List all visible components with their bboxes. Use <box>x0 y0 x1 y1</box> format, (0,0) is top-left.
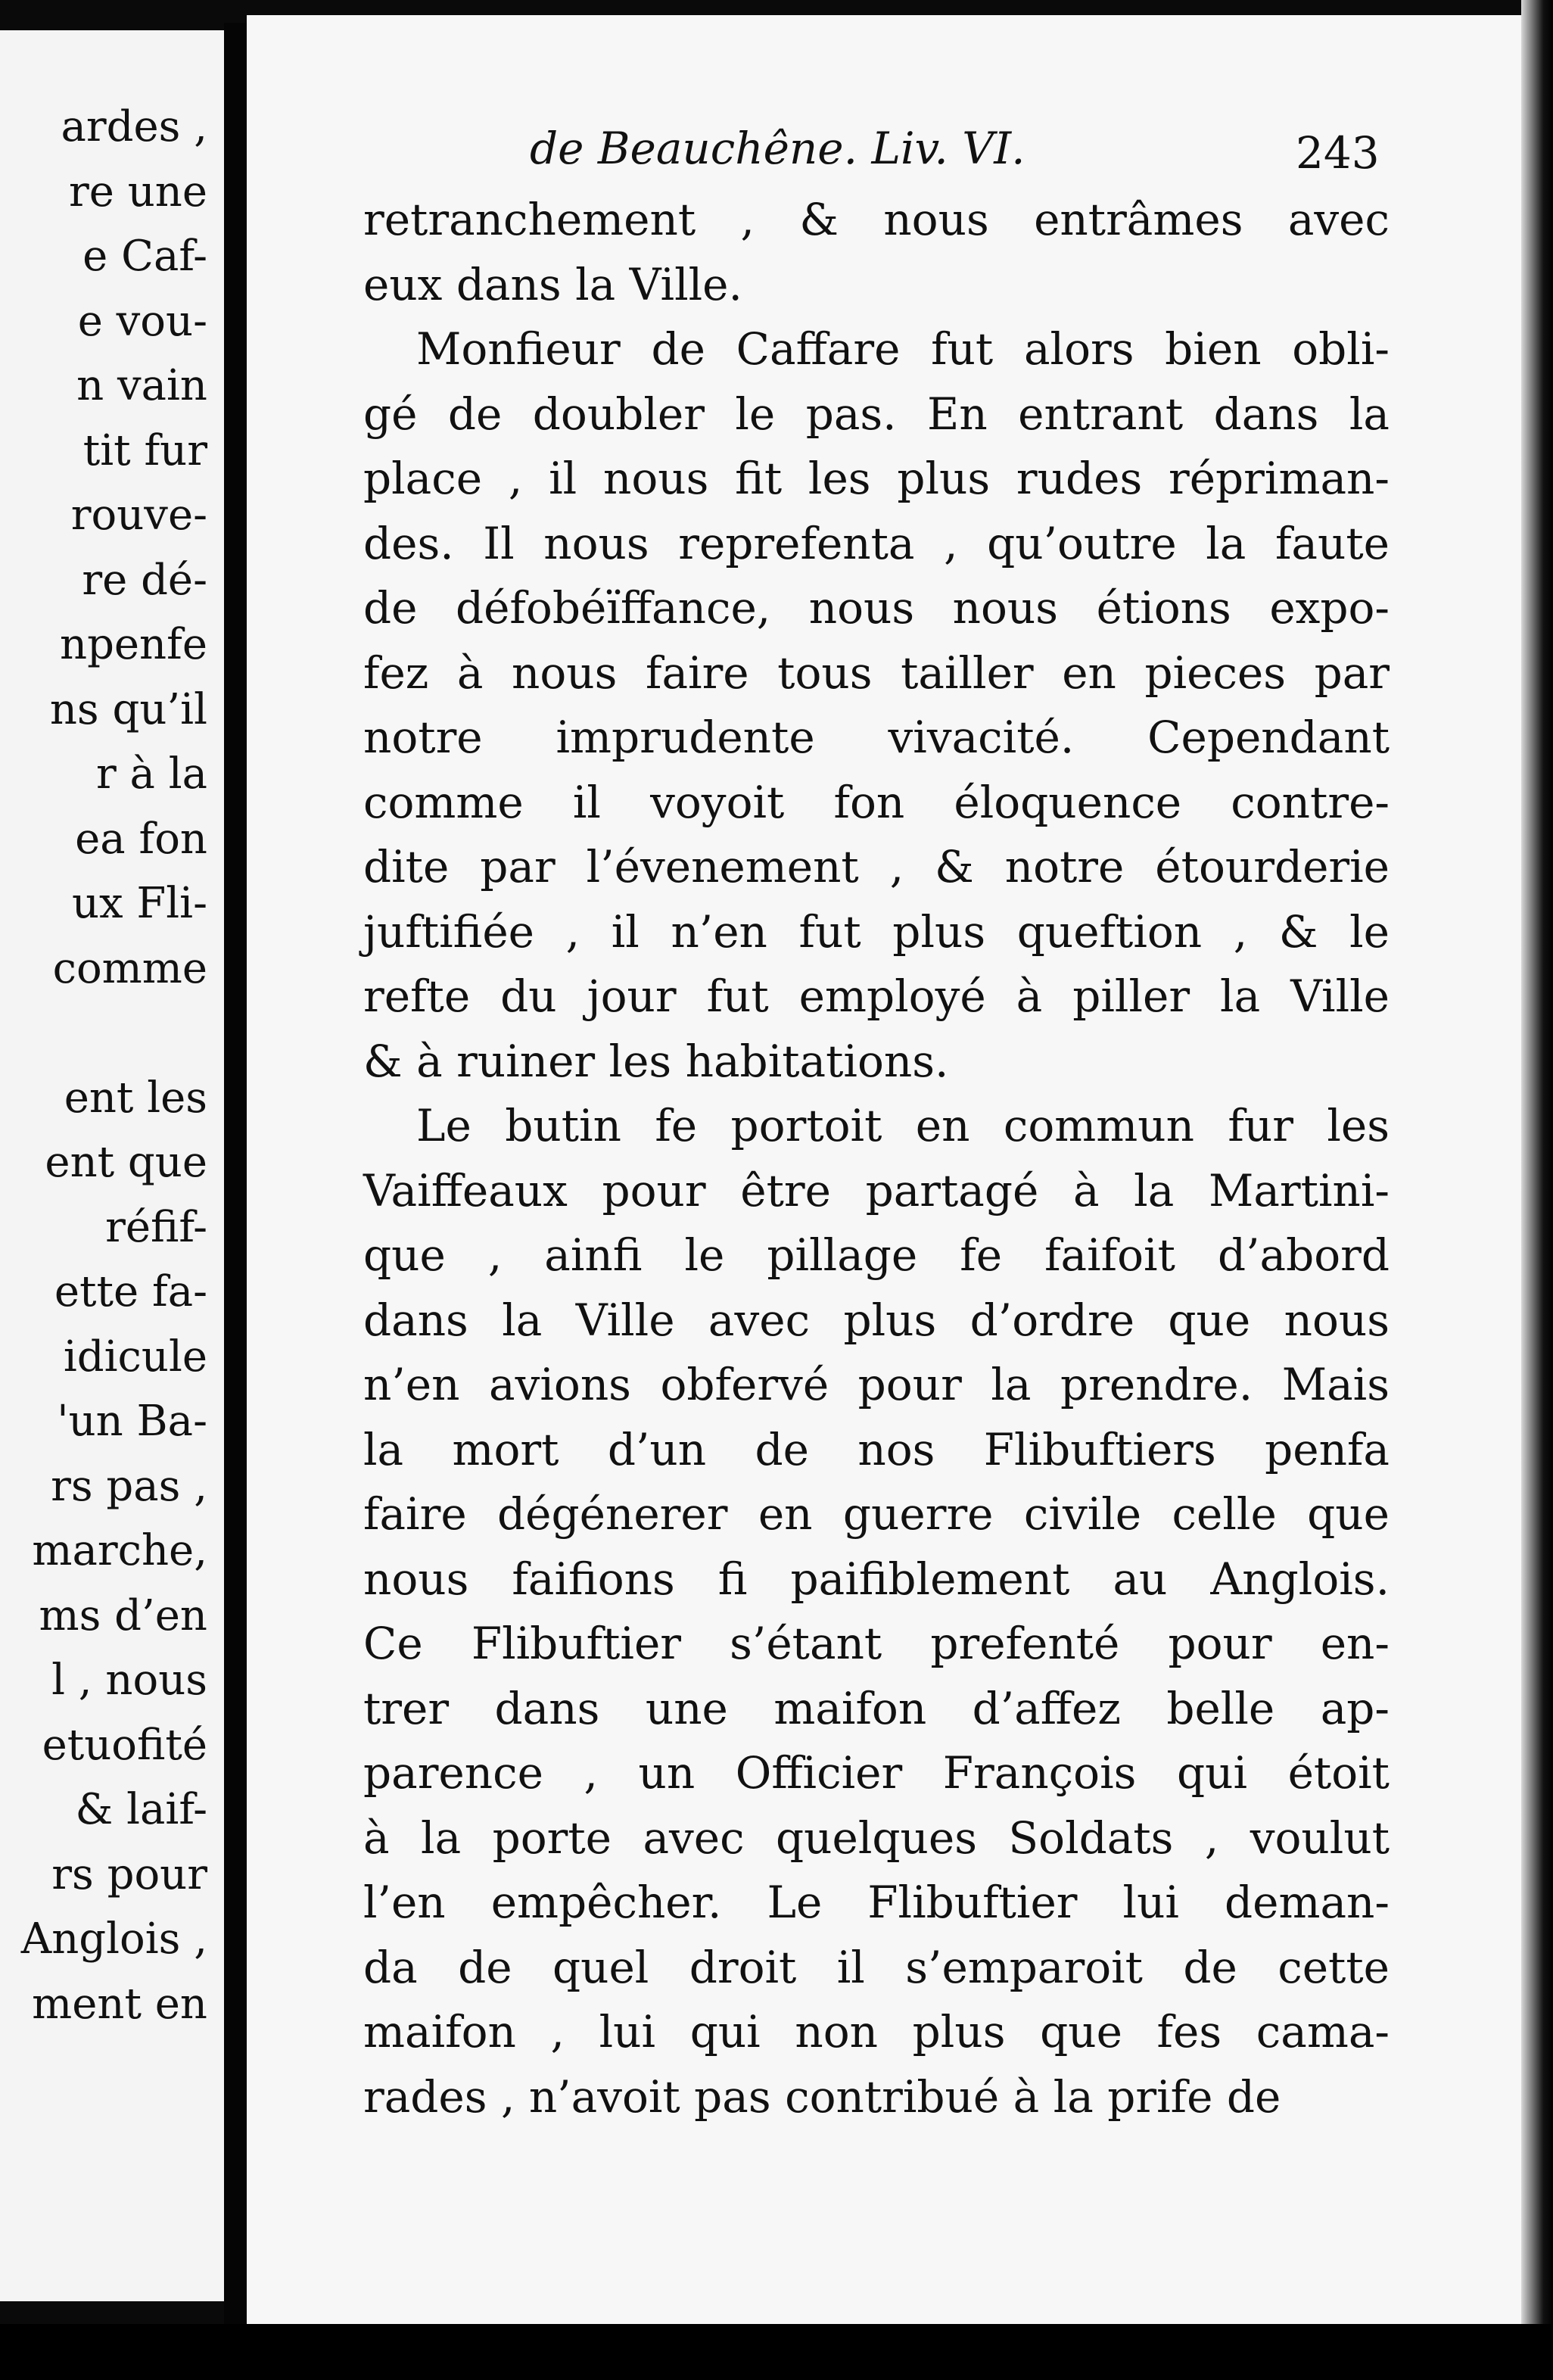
left-page-line: ment en <box>32 1979 207 2029</box>
text-line: place , il nous fit les plus rudes répriman- <box>363 453 1390 504</box>
text-line: Le butin fe portoit en commun fur les <box>416 1100 1390 1151</box>
left-page-line: etuofité <box>42 1720 207 1770</box>
left-page-line: ette fa- <box>54 1267 207 1316</box>
page-number: 243 <box>1296 127 1380 179</box>
text-line: faire dégénerer en guerre civile celle que <box>363 1488 1390 1540</box>
text-line: dans la Ville avec plus d’ordre que nous <box>363 1294 1390 1346</box>
text-line: la mort d’un de nos Flibuftiers penfa <box>363 1423 1390 1475</box>
text-line: Monfieur de Caffare fut alors bien obli- <box>416 323 1390 375</box>
text-line: parence , un Officier François qui étoit <box>363 1747 1390 1799</box>
left-page-line: ent les <box>64 1073 207 1123</box>
text-line: juftifiée , il n’en fut plus queftion , & le <box>363 905 1390 958</box>
text-line: maifon , lui qui non plus que fes cama- <box>363 2006 1390 2058</box>
paragraph <box>363 317 1390 1094</box>
left-page-line: ms d’en <box>39 1590 207 1640</box>
text-line: à la porte avec quelques Soldats , voulut <box>363 1811 1390 1864</box>
text-line: dite par l’évenement , & notre étourderie <box>363 841 1390 892</box>
text-line: n’en avions obfervé pour la prendre. Mais <box>363 1359 1390 1410</box>
text-line: notre imprudente vivacité. Cependant <box>363 712 1390 763</box>
text-line: refte du jour fut employé à piller la Ville <box>363 970 1390 1022</box>
text-line: nous faifions fi paifiblement au Anglois. <box>363 1553 1390 1605</box>
left-page-line: e vou- <box>77 296 207 346</box>
left-page-line: réfif- <box>105 1202 207 1252</box>
left-page-line: ardes , <box>61 102 207 151</box>
left-page-line: Anglois , <box>20 1914 207 1964</box>
left-page-line: ux Fli- <box>71 879 207 928</box>
page-edge-shadow <box>1521 0 1553 2380</box>
text-line: retranchement , & nous entrâmes avec <box>363 194 1390 245</box>
left-page-line: r à la <box>95 749 207 799</box>
left-page-line: npenfe <box>60 620 207 669</box>
text-line: & à ruiner les habitations. <box>363 1035 949 1087</box>
text-line: trer dans une maifon d’affez belle ap- <box>363 1682 1390 1734</box>
text-line: Ce Flibuftier s’étant prefenté pour en- <box>363 1618 1390 1669</box>
text-line: da de quel droit il s’emparoit de cette <box>363 1941 1390 1993</box>
left-page-line: ns qu’il <box>49 684 207 734</box>
running-head: de Beauchêne. Liv. VI. <box>530 123 1025 174</box>
left-page-line: tit fur <box>82 425 207 475</box>
paragraph <box>363 188 1390 317</box>
left-page-line: ent que <box>45 1138 207 1187</box>
text-line: de défobéïffance, nous nous étions expo- <box>363 582 1390 634</box>
left-page-line: rs pour <box>51 1849 207 1899</box>
left-page-line: rouve- <box>70 491 207 540</box>
text-line: que , ainfi le pillage fe faifoit d’abord <box>363 1229 1390 1281</box>
book-gutter <box>224 23 247 2339</box>
text-line: fez à nous faire tous tailler en pieces par <box>363 646 1390 699</box>
text-line: Vaiffeaux pour être partagé à la Martini- <box>363 1164 1390 1216</box>
text-line: gé de doubler le pas. En entrant dans la <box>363 388 1390 440</box>
left-page-line: l , nous <box>51 1656 207 1705</box>
paragraph <box>363 1094 1390 2129</box>
left-page-line: e Caf- <box>82 232 207 281</box>
left-page-line: re une <box>69 167 207 217</box>
left-page-line: 'un Ba- <box>57 1397 207 1446</box>
left-page-fragment <box>0 30 229 2301</box>
left-page-line: marche, <box>32 1526 207 1575</box>
scan-bottom-border <box>0 2324 1553 2380</box>
left-page-line: & laif- <box>75 1785 207 1834</box>
left-page-line: idicule <box>63 1332 207 1382</box>
text-line: eux dans la Ville. <box>363 258 742 310</box>
page-body-text <box>363 188 1390 2129</box>
left-page-line: n vain <box>76 361 207 410</box>
text-line: rades , n’avoit pas contribué à la prife de <box>363 2070 1281 2123</box>
left-page-line: ea fon <box>75 814 207 864</box>
text-line: des. Il nous reprefenta , qu’outre la faute <box>363 517 1390 569</box>
left-page-line: comme <box>52 943 207 993</box>
left-page-line: re dé- <box>82 555 207 605</box>
left-page-line: rs pas , <box>51 1461 207 1511</box>
text-line: l’en empêcher. Le Flibuftier lui deman- <box>363 1877 1390 1928</box>
text-line: comme il voyoit fon éloquence contre- <box>363 776 1390 828</box>
